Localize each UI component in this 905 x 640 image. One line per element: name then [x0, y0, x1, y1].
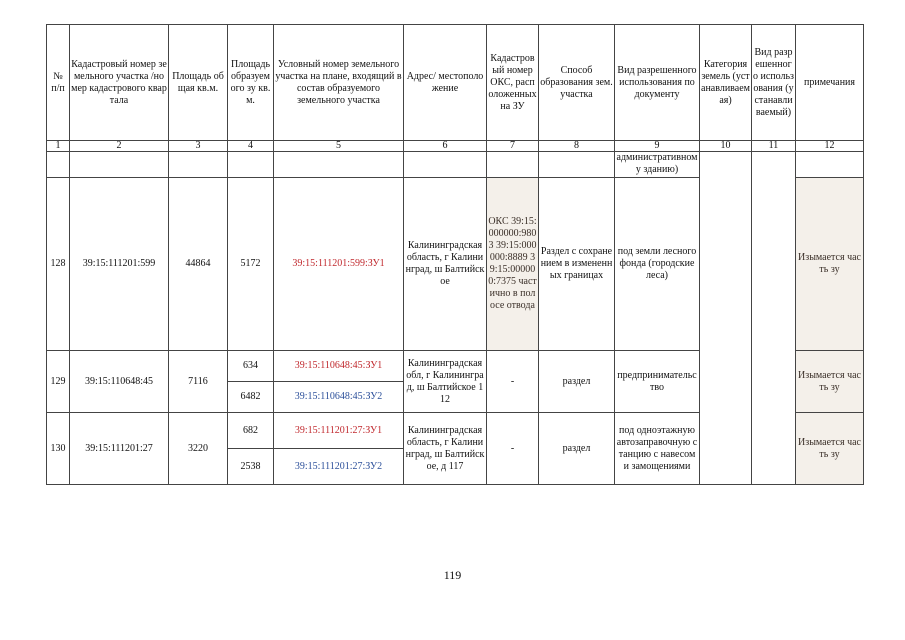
- column-number: 8: [539, 141, 615, 152]
- area-part: 682: [228, 413, 274, 449]
- column-number: 2: [70, 141, 169, 152]
- column-number: 6: [404, 141, 487, 152]
- note: Изымается часть зу: [796, 351, 864, 413]
- area-part: 2538: [228, 449, 274, 485]
- column-number: 10: [700, 141, 752, 152]
- column-number: 3: [169, 141, 228, 152]
- header-cell: примечания: [796, 25, 864, 141]
- cadastral-number: 39:15:110648:45: [70, 351, 169, 413]
- address: Калининградская обл, г Калининград, ш Балтийское 112: [404, 351, 487, 413]
- parcel-code: 39:15:111201:27:ЗУ1: [274, 413, 404, 449]
- formation-method: Раздел с сохранением в измененных границах: [539, 178, 615, 351]
- area-part: 634: [228, 351, 274, 382]
- empty-cell: [228, 152, 274, 178]
- header-cell: Вид разрешенного использования (устанавливаемый): [752, 25, 796, 141]
- cadastral-number: 39:15:111201:599: [70, 178, 169, 351]
- header-cell: Площадь общая кв.м.: [169, 25, 228, 141]
- permitted-use: под земли лесного фонда (городские леса): [615, 178, 700, 351]
- empty-cell: [274, 152, 404, 178]
- parcel-code: 39:15:111201:599:ЗУ1: [274, 178, 404, 351]
- header-cell: Способ образования зем. участка: [539, 25, 615, 141]
- note: Изымается часть зу: [796, 413, 864, 485]
- permitted-use: под одноэтажную автозаправочную станцию с навесом и замощениями: [615, 413, 700, 485]
- permitted-use: предпринимательство: [615, 351, 700, 413]
- header-cell: Кадастровый номер ОКС, расположенных на ЗУ: [487, 25, 539, 141]
- row-number: 128: [47, 178, 70, 351]
- empty-cell: [796, 152, 864, 178]
- land-category-cell: [700, 152, 752, 485]
- row-number: 130: [47, 413, 70, 485]
- area-part: 5172: [228, 178, 274, 351]
- parcel-code: 39:15:111201:27:ЗУ2: [274, 449, 404, 485]
- area-total: 3220: [169, 413, 228, 485]
- empty-cell: [169, 152, 228, 178]
- formation-method: раздел: [539, 413, 615, 485]
- empty-cell: [487, 152, 539, 178]
- oks-numbers: -: [487, 351, 539, 413]
- column-number: 9: [615, 141, 700, 152]
- area-part: 6482: [228, 382, 274, 413]
- column-number: 11: [752, 141, 796, 152]
- parcels-table: [46, 24, 864, 485]
- cadastral-number: 39:15:111201:27: [70, 413, 169, 485]
- column-number-row: [47, 141, 864, 152]
- oks-numbers: ОКС 39:15:000000:9803 39:15:000000:8889 39:15:000000:7375 частично в полосе отвода: [487, 178, 539, 351]
- formation-method: раздел: [539, 351, 615, 413]
- parcel-code: 39:15:110648:45:ЗУ2: [274, 382, 404, 413]
- note: Изымается часть зу: [796, 178, 864, 351]
- empty-cell: [47, 152, 70, 178]
- continuation-use-cell: административному зданию): [615, 152, 700, 178]
- header-row: [47, 25, 864, 141]
- header-cell: Адрес/ местоположение: [404, 25, 487, 141]
- header-cell: № п/п: [47, 25, 70, 141]
- parcel-code: 39:15:110648:45:ЗУ1: [274, 351, 404, 382]
- empty-cell: [404, 152, 487, 178]
- column-number: 4: [228, 141, 274, 152]
- header-cell: Площадь образуемого зу кв.м.: [228, 25, 274, 141]
- empty-cell: [539, 152, 615, 178]
- oks-numbers: -: [487, 413, 539, 485]
- continuation-row: [47, 152, 864, 178]
- address: Калининградская область, г Калининград, ш Балтийское: [404, 178, 487, 351]
- empty-cell: [70, 152, 169, 178]
- row-number: 129: [47, 351, 70, 413]
- header-cell: Условный номер земельного участка на плане, входящий в состав образуемого земельного участка: [274, 25, 404, 141]
- permitted-use-set-cell: [752, 152, 796, 485]
- page-number: 119: [443, 568, 462, 582]
- column-number: 7: [487, 141, 539, 152]
- header-cell: Категория земель (устанавливаемая): [700, 25, 752, 141]
- header-cell: Кадастровый номер земельного участка /номер кадастрового квартала: [70, 25, 169, 141]
- column-number: 12: [796, 141, 864, 152]
- header-cell: Вид разрешенного использования по документу: [615, 25, 700, 141]
- column-number: 1: [47, 141, 70, 152]
- address: Калининградская область, г Калининград, ш Балтийское, д 117: [404, 413, 487, 485]
- column-number: 5: [274, 141, 404, 152]
- area-total: 7116: [169, 351, 228, 413]
- area-total: 44864: [169, 178, 228, 351]
